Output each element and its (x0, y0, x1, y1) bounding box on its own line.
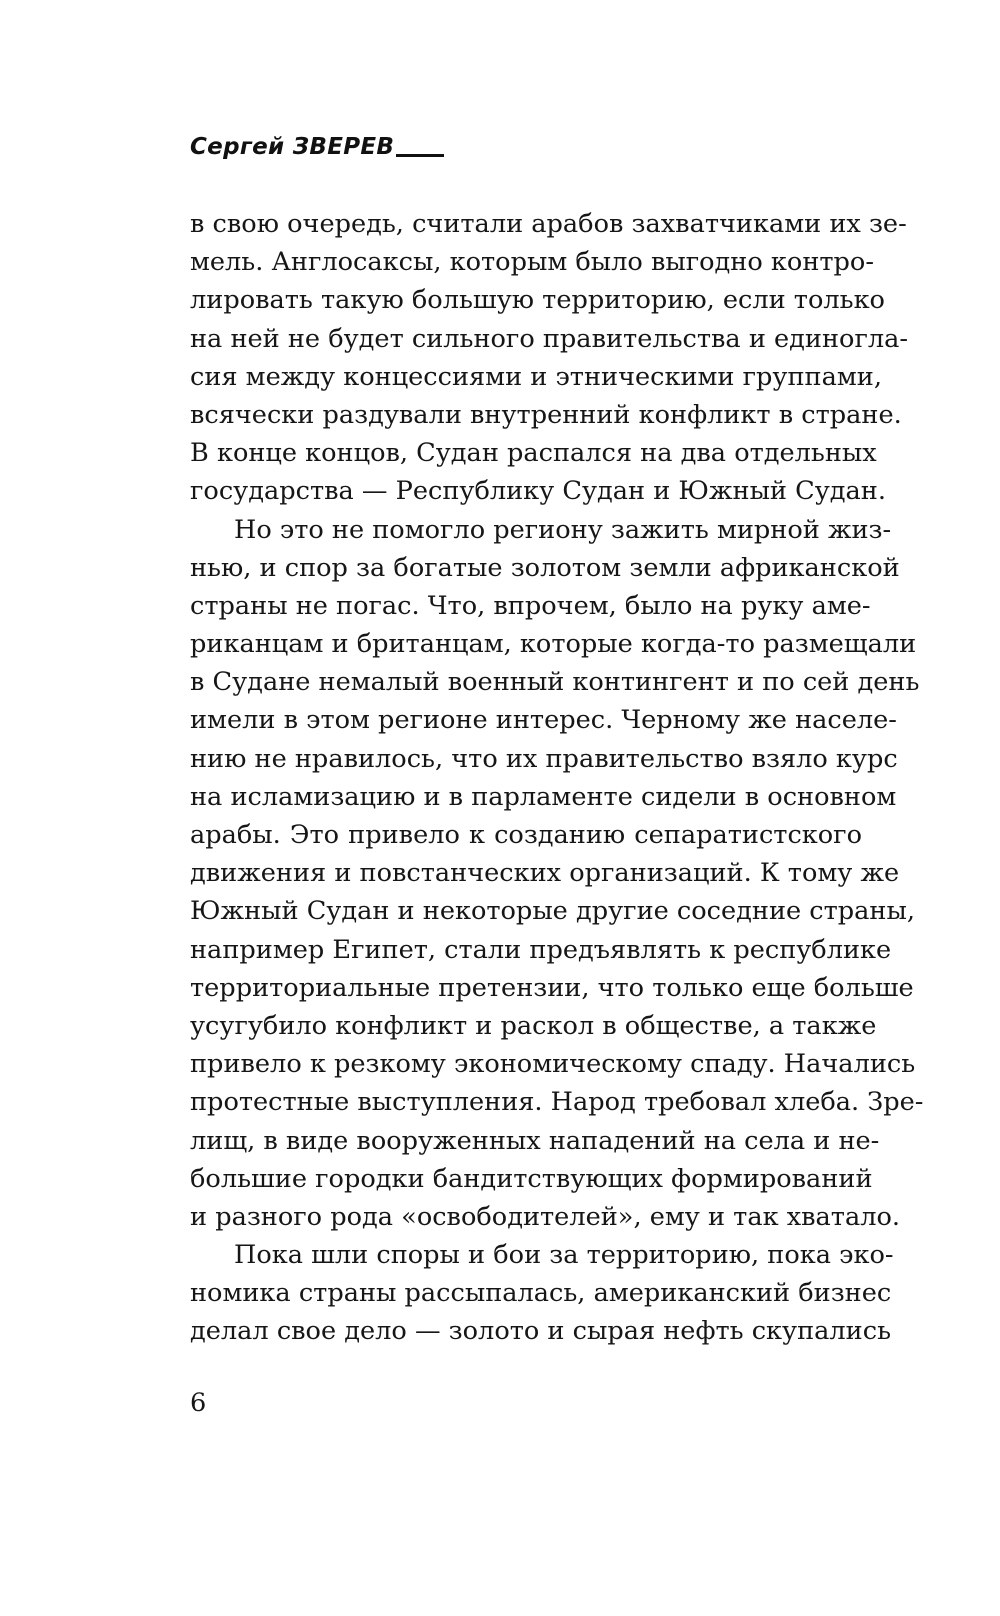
text-line: в Судане немалый военный контингент и по сей день (190, 667, 920, 698)
text-line: сия между концессиями и этническими группами, (190, 361, 882, 392)
text-line: страны не погас. Что, впрочем, было на руку аме- (190, 590, 871, 621)
text-line: например Египет, стали предъявлять к республике (190, 934, 892, 965)
text-line: имели в этом регионе интерес. Черному же населе- (190, 705, 897, 736)
text-line: движения и повстанческих организаций. К тому же (190, 858, 900, 889)
author-name: Сергей ЗВЕРЕВ (190, 134, 395, 160)
running-head (190, 134, 444, 160)
text-line: территориальные претензии, что только еще больше (190, 972, 914, 1003)
text-line: Южный Судан и некоторые другие соседние страны, (190, 896, 915, 927)
running-head-rule (396, 154, 444, 157)
text-line: нию не нравилось, что их правительство взяло курс (190, 743, 898, 774)
text-line: арабы. Это привело к созданию сепаратистского (190, 820, 862, 850)
text-line: лировать такую большую территорию, если только (190, 285, 885, 316)
text-line: В конце концов, Судан распался на два отдельных (190, 438, 877, 469)
body-text (190, 205, 924, 1351)
text-line: Но это не помогло региону зажить мирной жиз- (234, 514, 892, 545)
text-line: Пока шли споры и бои за территорию, пока эко- (234, 1240, 894, 1271)
text-line: протестные выступления. Народ требовал хлеба. Зре- (190, 1087, 924, 1118)
text-line: большие городки бандитствующих формирований (190, 1163, 873, 1194)
text-line: привело к резкому экономическому спаду. Начались (190, 1049, 916, 1080)
text-line: лищ, в виде вооруженных нападений на села и не- (190, 1125, 880, 1156)
text-line: на исламизацию и в парламенте сидели в основном (190, 781, 897, 812)
text-line: делал свое дело — золото и сырая нефть скупались (190, 1316, 892, 1347)
text-line: номика страны рассыпалась, американский бизнес (190, 1278, 892, 1309)
text-line: усугубило конфликт и раскол в обществе, а также (190, 1010, 877, 1041)
text-line: государства — Республику Судан и Южный Судан. (190, 476, 886, 507)
text-line: мель. Англосаксы, которым было выгодно контро- (190, 247, 874, 278)
text-line: нью, и спор за богатые золотом земли африканской (190, 552, 900, 583)
text-line: риканцам и британцам, которые когда-то размещали (190, 629, 917, 660)
text-line: и разного рода «освободителей», ему и так хватало. (190, 1201, 901, 1232)
page-number: 6 (190, 1388, 207, 1418)
text-line: всячески раздували внутренний конфликт в стране. (190, 399, 902, 430)
text-line: в свою очередь, считали арабов захватчиками их зе- (190, 209, 907, 239)
text-line: на ней не будет сильного правительства и единогла- (190, 323, 909, 354)
